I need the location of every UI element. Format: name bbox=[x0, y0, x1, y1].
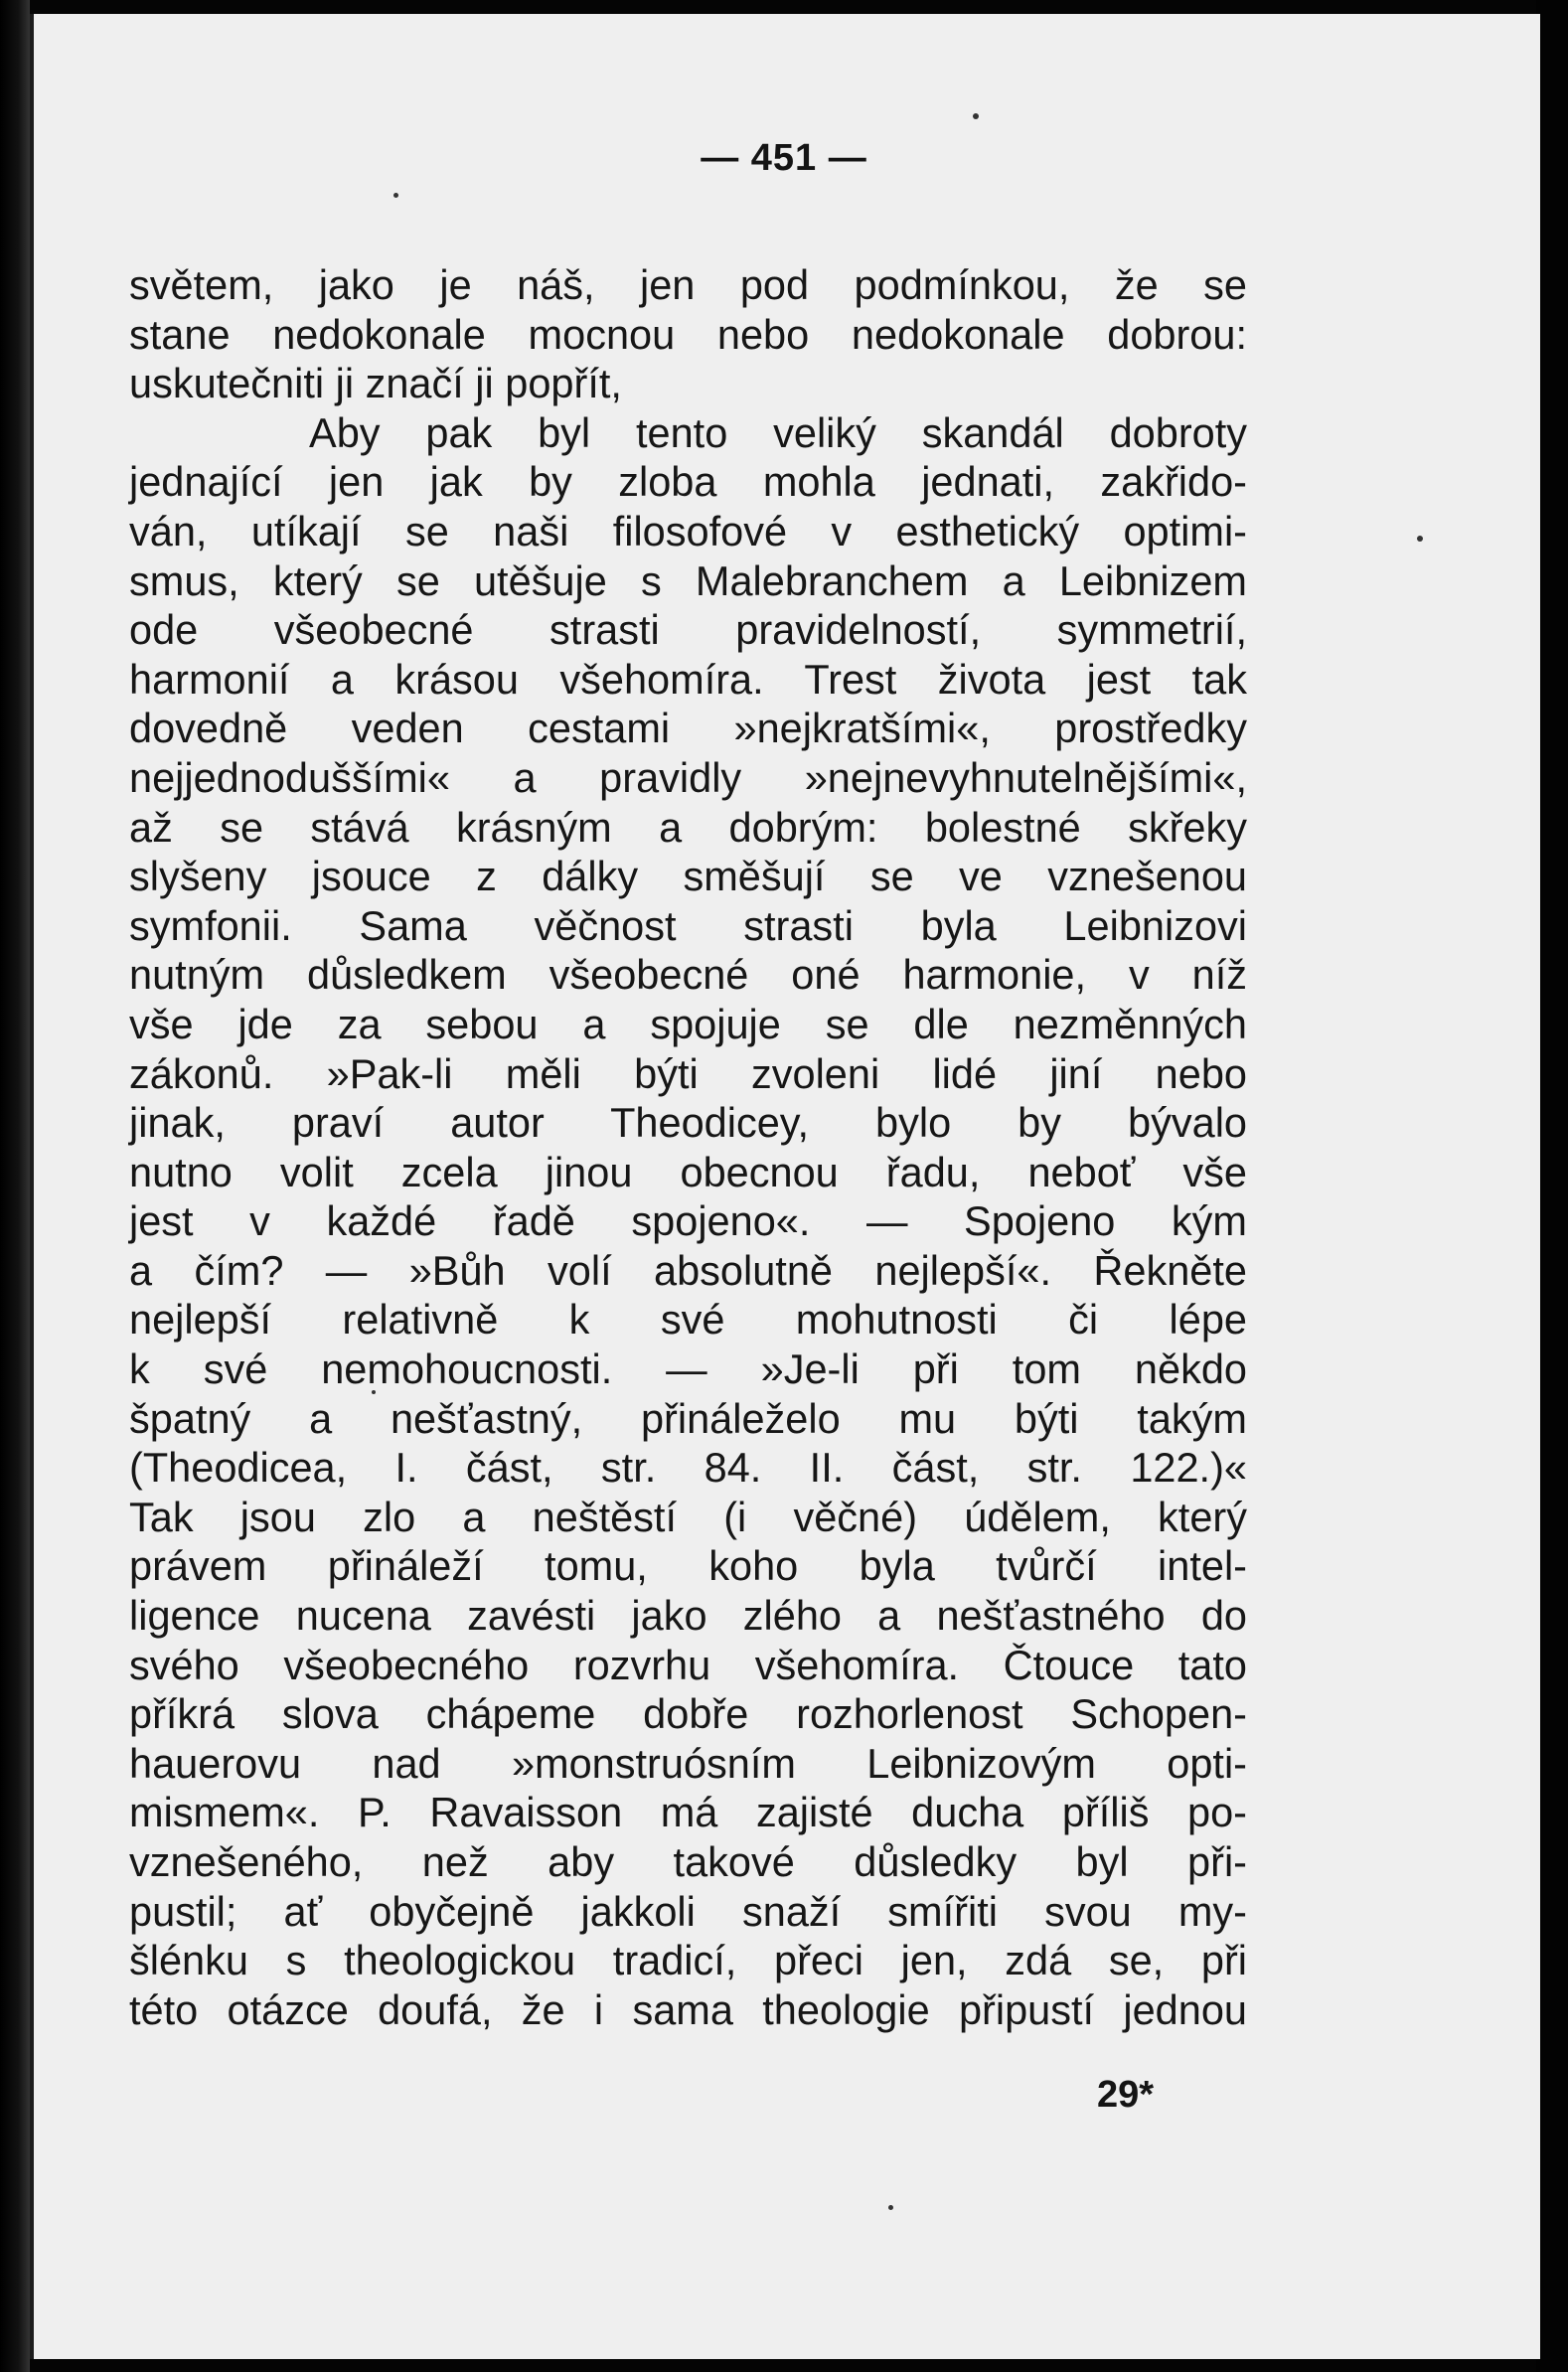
page-number: — 451 — bbox=[701, 137, 867, 179]
text-line: nutným důsledkem všeobecné oné harmonie, v níž bbox=[129, 951, 1247, 999]
text-line: vše jde za sebou a spojuje se dle nezměnných bbox=[129, 1000, 1247, 1047]
left-scan-edge bbox=[0, 0, 30, 2372]
text-line: vznešeného, než aby takové důsledky byl při- bbox=[129, 1838, 1247, 1885]
text-line: jinak, praví autor Theodicey, bylo by bývalo bbox=[129, 1099, 1247, 1147]
text-line: nejjednoduššími« a pravidly »nejnevyhnutelnějšími«, bbox=[129, 753, 1247, 801]
text-line: a čím? — »Bůh volí absolutně nejlepší«. Řekněte bbox=[129, 1246, 1247, 1294]
text-line: příkrá slova chápeme dobře rozhorlenost Schopen- bbox=[129, 1690, 1247, 1738]
text-line: mismem«. P. Ravaisson má zajisté ducha příliš po- bbox=[129, 1789, 1247, 1836]
text-line: právem přináleží tomu, koho byla tvůrčí intel- bbox=[129, 1542, 1247, 1590]
body-text bbox=[129, 260, 1247, 2034]
text-line: nutno volit zcela jinou obecnou řadu, neboť vše bbox=[129, 1148, 1247, 1195]
right-scan-edge bbox=[1536, 0, 1568, 2372]
text-line: Tak jsou zlo a neštěstí (i věčné) údělem, který bbox=[129, 1493, 1247, 1540]
text-line: pustil; ať obyčejně jakkoli snaží smířiti svou my- bbox=[129, 1887, 1247, 1935]
text-line: Aby pak byl tento veliký skandál dobroty bbox=[129, 408, 1247, 456]
text-line: uskutečniti ji značí ji popřít, bbox=[129, 360, 622, 407]
text-line: této otázce doufá, že i sama theologie připustí jednou bbox=[129, 1985, 1247, 2033]
text-line: svého všeobecného rozvrhu všehomíra. Čtouce tato bbox=[129, 1641, 1247, 1688]
text-line: hauerovu nad »monstruósním Leibnizovým opti- bbox=[129, 1739, 1247, 1787]
text-line: špatný a nešťastný, přináleželo mu býti takým bbox=[129, 1394, 1247, 1442]
text-line: (Theodicea, I. část, str. 84. II. část, str. 122.)« bbox=[129, 1444, 1247, 1492]
text-line: harmonií a krásou všehomíra. Trest života jest tak bbox=[129, 655, 1247, 703]
text-line: světem, jako je náš, jen pod podmínkou, že se bbox=[129, 261, 1247, 308]
text-line: ligence nucena zavésti jako zlého a nešťastného do bbox=[129, 1592, 1247, 1640]
text-line: symfonii. Sama věčnost strasti byla Leibnizovi bbox=[129, 901, 1247, 949]
paper-speck bbox=[393, 193, 398, 198]
text-line: stane nedokonale mocnou nebo nedokonale dobrou: bbox=[129, 310, 1247, 358]
text-line: jednající jen jak by zloba mohla jednati, zakřido- bbox=[129, 458, 1247, 506]
text-line: až se stává krásným a dobrým: bolestné skřeky bbox=[129, 803, 1247, 851]
text-line: smus, který se utěšuje s Malebranchem a Leibnizem bbox=[129, 556, 1247, 604]
text-line: šlénku s theologickou tradicí, přeci jen, zdá se, při bbox=[129, 1937, 1247, 1984]
text-line: dovedně veden cestami »nejkratšími«, prostředky bbox=[129, 705, 1247, 752]
paper-speck bbox=[888, 2205, 893, 2210]
text-line: zákonů. »Pak-li měli býti zvoleni lidé jiní nebo bbox=[129, 1049, 1247, 1097]
text-line: nejlepší relativně k své mohutnosti či lépe bbox=[129, 1296, 1247, 1344]
text-line: ode všeobecné strasti pravidelností, symmetrií, bbox=[129, 606, 1247, 654]
text-line: ván, utíkají se naši filosofové v esthetický optimi- bbox=[129, 507, 1247, 554]
text-line: k své nemohoucnosti. — »Je-li při tom někdo bbox=[129, 1345, 1247, 1393]
paper-speck bbox=[1417, 536, 1423, 542]
signature-mark: 29* bbox=[1097, 2074, 1155, 2116]
text-line: jest v každé řadě spojeno«. — Spojeno kým bbox=[129, 1197, 1247, 1245]
paper-speck bbox=[973, 113, 979, 119]
text-line: slyšeny jsouce z dálky směšují se ve vznešenou bbox=[129, 853, 1247, 900]
